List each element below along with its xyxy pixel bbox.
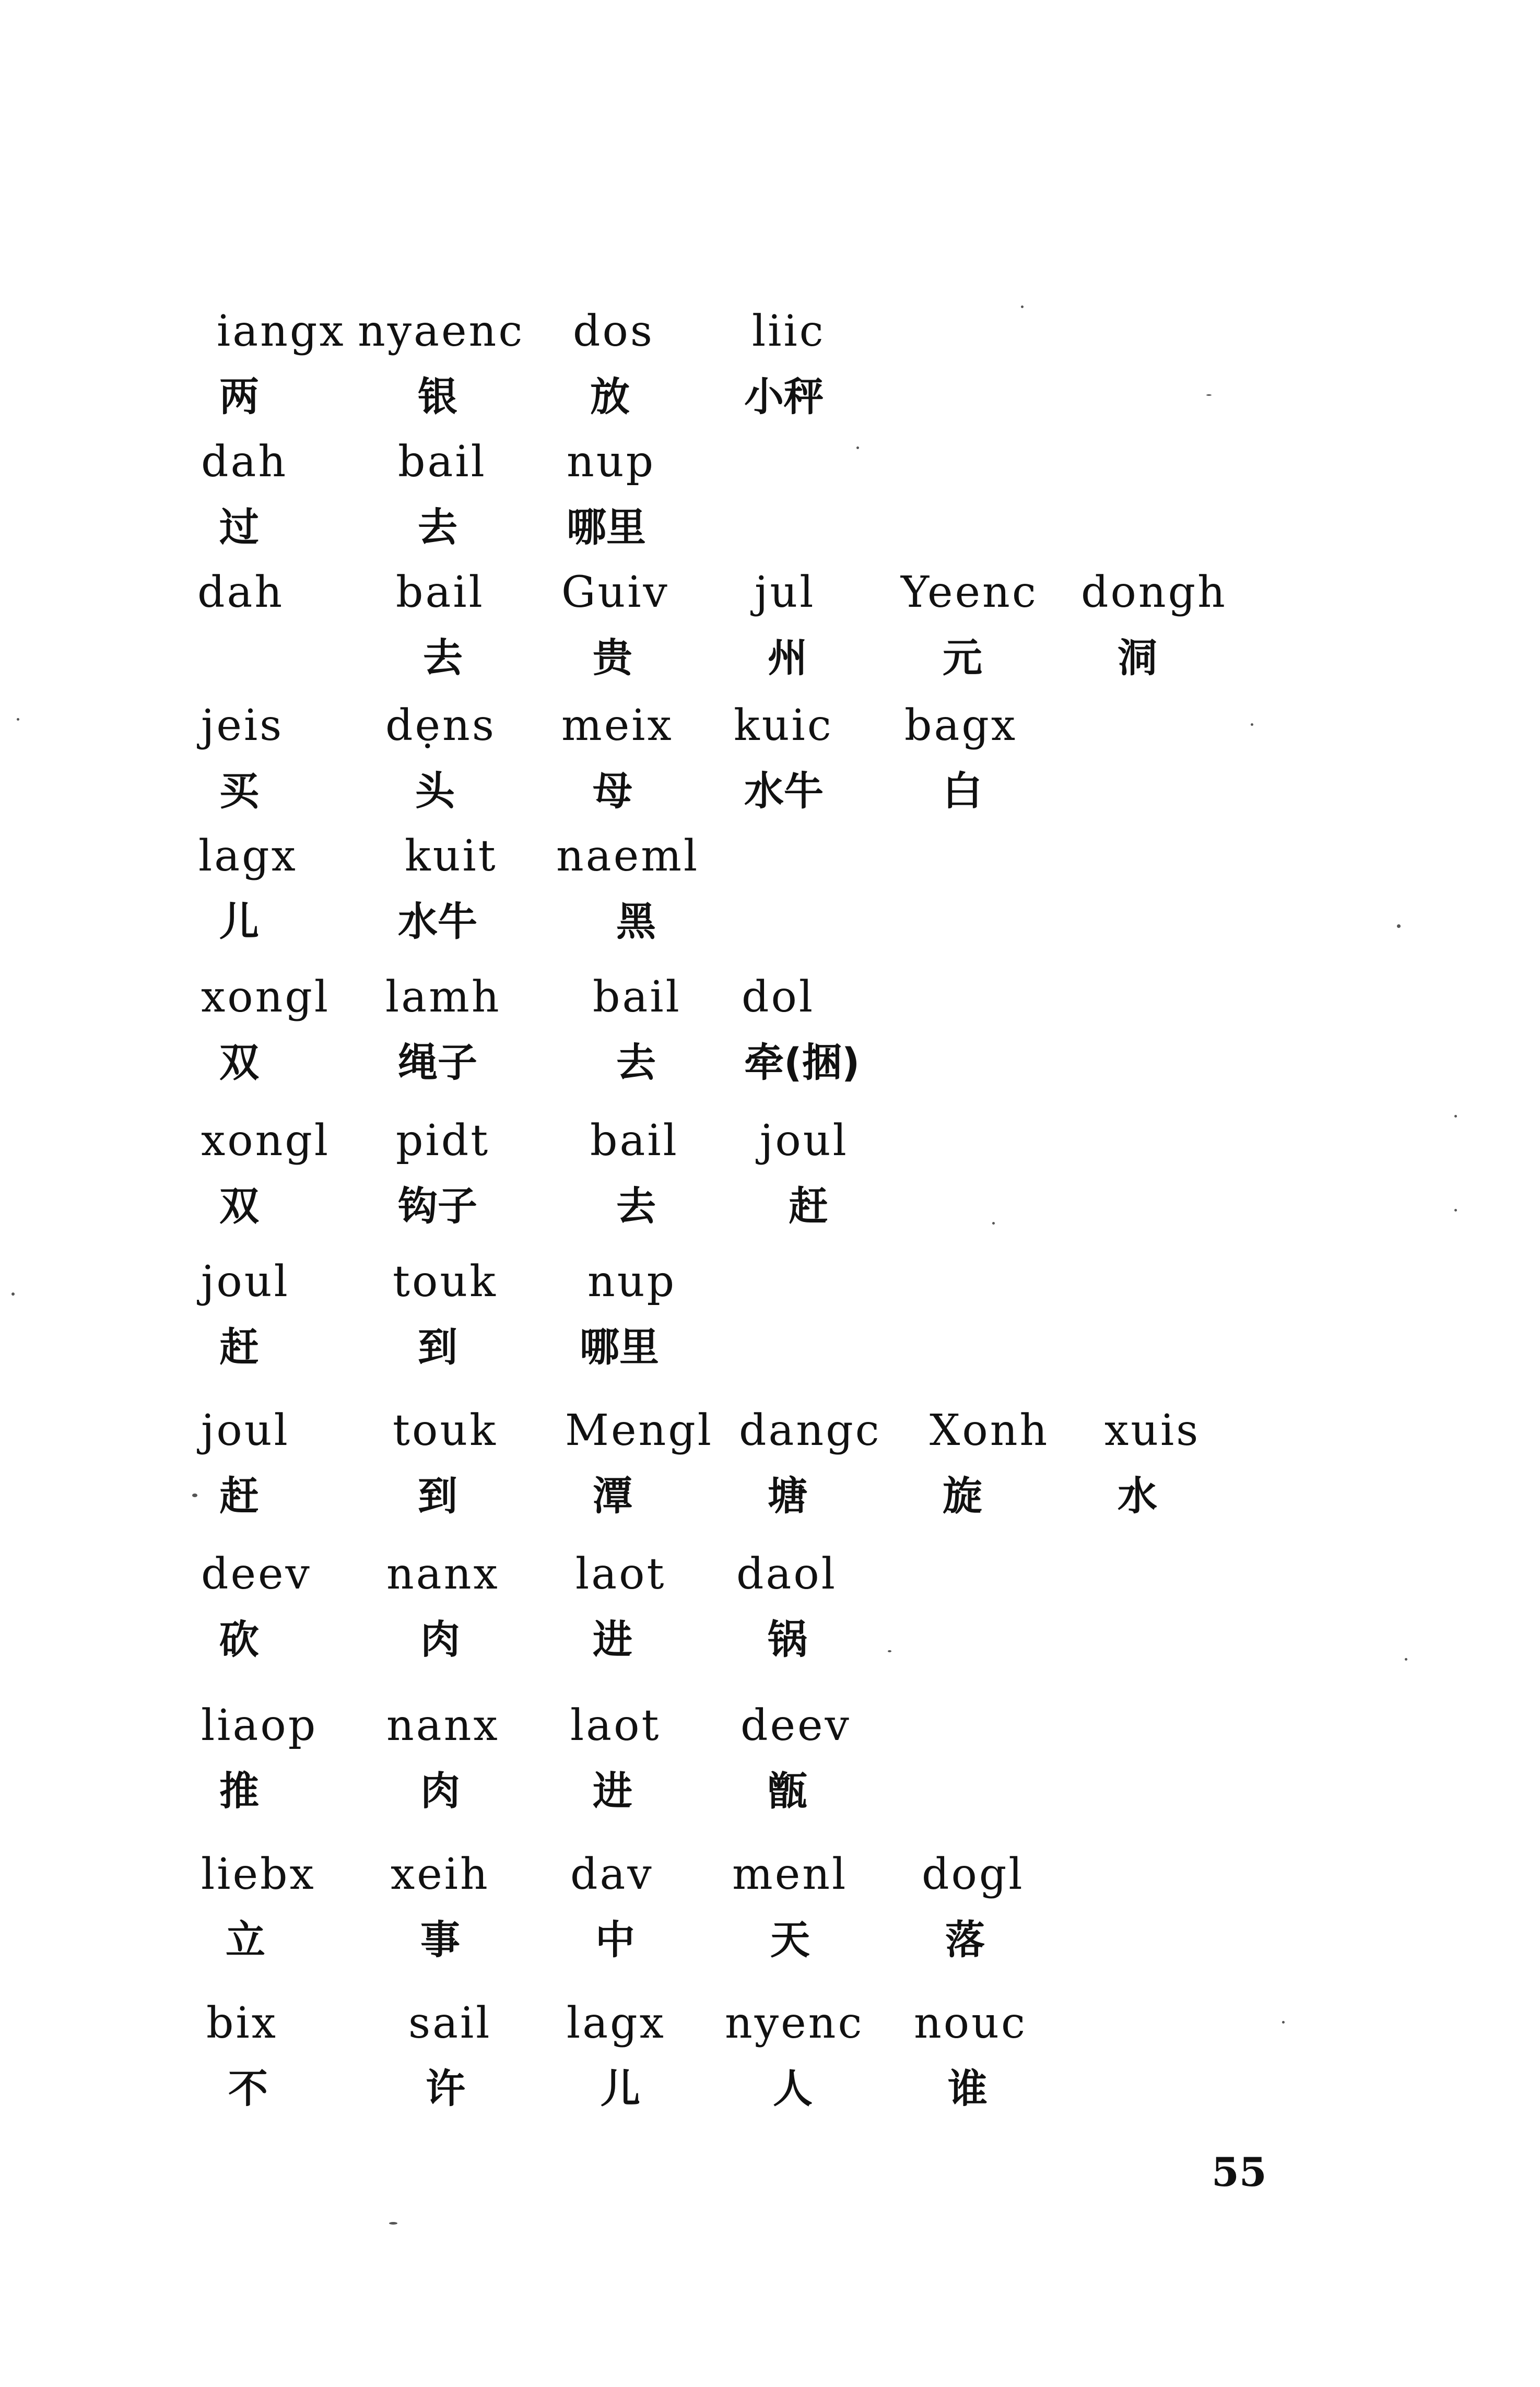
gloss-word: 母: [593, 768, 632, 814]
romanized-word: nanx: [386, 1701, 500, 1750]
romanized-word: touk: [393, 1406, 498, 1455]
romanized-word: dos: [573, 307, 654, 356]
romanized-word: bagx: [904, 701, 1018, 750]
romanized-word: dah: [201, 437, 288, 487]
scan-speck: [11, 1292, 15, 1296]
gloss-word: 赶: [789, 1183, 828, 1229]
gloss-word: 水牛: [744, 768, 824, 814]
gloss-word: 塘: [768, 1473, 807, 1519]
romanized-word: lamh: [385, 972, 501, 1022]
gloss-word: 去: [616, 1039, 656, 1086]
gloss-word: 白: [943, 768, 982, 814]
gloss-word: 黑: [616, 898, 656, 945]
scan-speck: [389, 2222, 397, 2225]
romanized-word: joul: [201, 1406, 290, 1455]
romanized-line: [0, 1843, 1540, 1906]
romanized-word: nup: [587, 1257, 677, 1307]
romanized-line: [0, 695, 1540, 757]
gloss-word: 洞: [1118, 634, 1157, 681]
romanized-line: [0, 1992, 1540, 2055]
romanized-word: dogl: [922, 1850, 1025, 1899]
gloss-word: 两: [219, 373, 259, 420]
gloss-word: 旋: [943, 1473, 982, 1519]
gloss-word: 双: [219, 1039, 259, 1086]
romanized-word: deev: [201, 1549, 312, 1599]
scan-speck: [1021, 305, 1024, 308]
gloss-word: 甑: [768, 1768, 807, 1814]
gloss-word: 赶: [219, 1473, 259, 1519]
romanized-word: menl: [732, 1850, 848, 1899]
romanized-word: joul: [760, 1116, 849, 1166]
page-number: 55: [1212, 2149, 1267, 2195]
gloss-word: 儿: [219, 898, 259, 945]
romanized-word: pidt: [396, 1116, 490, 1166]
romanized-word: joul: [201, 1257, 290, 1307]
scan-speck: [1251, 723, 1253, 726]
gloss-word: 哪里: [580, 1324, 659, 1370]
romanized-word: xongl: [201, 972, 331, 1022]
scan-speck: [1405, 1658, 1407, 1661]
gloss-word: 谁: [948, 2065, 988, 2112]
gloss-word: 到: [418, 1324, 457, 1370]
romanized-line: [0, 1695, 1540, 1757]
romanized-line: [0, 1110, 1540, 1172]
gloss-word: 绳子: [398, 1039, 477, 1086]
gloss-word: 到: [418, 1473, 457, 1519]
gloss-word: 去: [616, 1183, 656, 1229]
romanized-word: bail: [590, 1116, 679, 1166]
romanized-line: [0, 1543, 1540, 1606]
gloss-line: [0, 1608, 1540, 1671]
romanized-word: Mengl: [565, 1406, 714, 1455]
romanized-word: dangc: [739, 1406, 881, 1455]
romanized-word: jeis: [201, 701, 284, 750]
romanized-word: dol: [742, 972, 815, 1022]
gloss-word: 去: [418, 504, 457, 550]
gloss-line: [0, 366, 1540, 428]
gloss-word: 银: [418, 373, 457, 420]
gloss-line: [0, 1465, 1540, 1527]
gloss-line: [0, 1909, 1540, 1971]
gloss-word: 许: [426, 2065, 465, 2112]
romanized-word: xongl: [201, 1116, 331, 1166]
gloss-line: [0, 890, 1540, 953]
gloss-word: 钩子: [398, 1183, 477, 1229]
romanized-word: liaop: [201, 1701, 318, 1750]
romanized-word: Xonh: [930, 1406, 1050, 1455]
romanized-word: nup: [567, 437, 656, 487]
gloss-word: 小秤: [744, 373, 824, 420]
romanized-line: [0, 431, 1540, 493]
gloss-word: 元: [943, 634, 982, 681]
romanized-word: nyaenc: [358, 307, 525, 356]
gloss-word: 天: [770, 1916, 810, 1963]
romanized-word: meix: [561, 701, 674, 750]
romanized-word: lagx: [567, 1998, 666, 2048]
gloss-line: [0, 1175, 1540, 1238]
romanized-word: dẹns: [385, 701, 496, 750]
gloss-word: 推: [219, 1768, 259, 1814]
romanized-word: kuit: [405, 831, 498, 881]
gloss-line: [0, 760, 1540, 822]
gloss-word: 买: [219, 768, 259, 814]
gloss-word: 中: [595, 1916, 635, 1963]
gloss-word: 肉: [420, 1616, 460, 1663]
romanized-word: dongh: [1081, 568, 1227, 617]
romanized-word: bail: [398, 437, 487, 487]
gloss-line: [0, 627, 1540, 689]
romanized-word: sail: [408, 1998, 492, 2048]
scan-speck: [1454, 1209, 1457, 1212]
romanized-word: lagx: [198, 831, 298, 881]
gloss-word: 儿: [601, 2065, 640, 2112]
romanized-word: xeih: [391, 1850, 490, 1899]
gloss-word: 双: [219, 1183, 259, 1229]
scan-speck: [192, 1494, 197, 1497]
gloss-word: 水牛: [398, 898, 477, 945]
gloss-line: [0, 496, 1540, 559]
romanized-word: kuic: [734, 701, 833, 750]
gloss-word: 贵: [593, 634, 632, 681]
gloss-word: 进: [593, 1616, 632, 1663]
gloss-word: 赶: [219, 1324, 259, 1370]
gloss-word: 哪里: [567, 504, 646, 550]
romanized-line: [0, 966, 1540, 1029]
gloss-word: 砍: [219, 1616, 259, 1663]
romanized-line: [0, 561, 1540, 624]
romanized-line: [0, 825, 1540, 888]
scan-speck: [17, 718, 19, 721]
gloss-word: 事: [420, 1916, 460, 1963]
romanized-word: deev: [740, 1701, 851, 1750]
romanized-line: [0, 300, 1540, 363]
gloss-word: 潭: [593, 1473, 632, 1519]
gloss-word: 过: [219, 504, 259, 550]
scan-speck: [888, 1650, 891, 1652]
romanized-line: [0, 1251, 1540, 1313]
gloss-word: 进: [593, 1768, 632, 1814]
gloss-word: 不: [228, 2065, 268, 2112]
scan-speck: [992, 1222, 995, 1225]
romanized-word: laot: [570, 1701, 661, 1750]
romanized-word: bail: [396, 568, 485, 617]
romanized-word: liebx: [201, 1850, 316, 1899]
gloss-word: 落: [945, 1916, 985, 1963]
gloss-word: 水: [1118, 1473, 1157, 1519]
romanized-word: jul: [755, 568, 816, 617]
gloss-line: [0, 2057, 1540, 2120]
scan-speck: [856, 446, 859, 449]
romanized-word: daol: [736, 1549, 837, 1599]
romanized-word: nyenc: [725, 1998, 864, 2048]
scan-speck: [1282, 2021, 1285, 2024]
romanized-word: xuis: [1104, 1406, 1201, 1455]
gloss-word: 去: [423, 634, 463, 681]
gloss-word: 放: [590, 373, 630, 420]
romanized-word: bix: [206, 1998, 278, 2048]
romanized-word: laot: [575, 1549, 666, 1599]
gloss-line: [0, 1760, 1540, 1822]
gloss-line: [0, 1031, 1540, 1094]
gloss-word: 人: [773, 2065, 813, 2112]
romanized-word: dav: [570, 1850, 654, 1899]
romanized-word: nanx: [386, 1549, 500, 1599]
scan-speck: [1454, 1115, 1457, 1118]
romanized-word: iangx: [217, 307, 346, 356]
romanized-word: naeml: [556, 831, 700, 881]
gloss-word: 肉: [420, 1768, 460, 1814]
romanized-word: touk: [393, 1257, 498, 1307]
scan-speck: [1206, 394, 1212, 396]
romanized-word: dah: [197, 568, 285, 617]
gloss-word: 立: [226, 1916, 265, 1963]
scan-speck: [1397, 924, 1401, 928]
gloss-line: [0, 1316, 1540, 1379]
romanized-word: nouc: [914, 1998, 1027, 2048]
gloss-word: 牵(捆): [744, 1039, 860, 1086]
romanized-word: bail: [593, 972, 681, 1022]
romanized-word: Yeenc: [901, 568, 1038, 617]
gloss-word: 头: [415, 768, 455, 814]
romanized-line: [0, 1400, 1540, 1462]
romanized-word: Guiv: [561, 568, 669, 617]
gloss-word: 锅: [768, 1616, 807, 1663]
romanized-word: liic: [752, 307, 826, 356]
gloss-word: 州: [768, 634, 807, 681]
